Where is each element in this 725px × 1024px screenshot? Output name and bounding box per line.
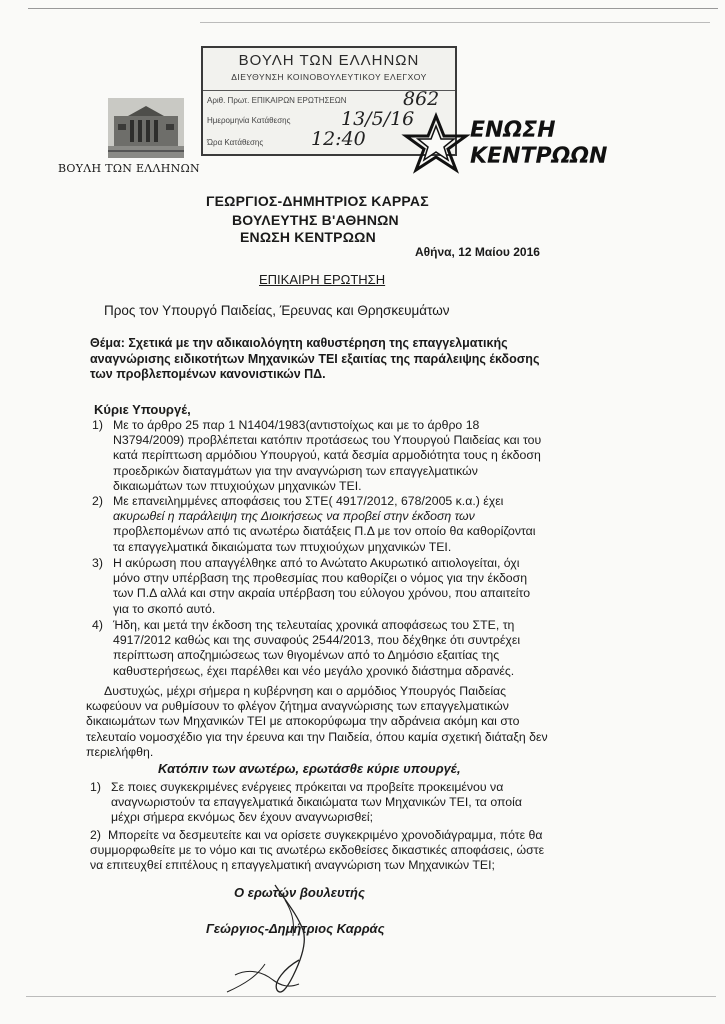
stamp-line-3-value: 12:40: [311, 128, 366, 150]
party-logo-line-1: ΕΝΩΣΗ: [470, 118, 556, 143]
question-item: [90, 828, 590, 874]
author-name: ΓΕΩΡΓΙΟΣ-ΔΗΜΗΤΡΙΟΣ ΚΑΡΡΑΣ: [206, 193, 429, 209]
signature-name: Γεώργιος-Δημήτριος Καρράς: [206, 921, 385, 936]
closing-paragraph: [86, 684, 592, 760]
author-role: ΒΟΥΛΕΥΤΗΣ Β'ΑΘΗΝΩΝ: [232, 212, 399, 228]
item-line: Η ακύρωση που απαγγέλθηκε από το Ανώτατο Ακυρωτικό αιτιολογείται, όχι: [113, 556, 520, 570]
stamp-line-2: [207, 116, 290, 125]
item-line: Ν3794/2009) προβλέπεται κατόπιν προτάσεως του Υπουργού Παιδείας και του: [113, 433, 542, 448]
document-date: Αθήνα, 12 Μαίου 2016: [415, 245, 540, 259]
item-line: περίπτωση αποζημιώσεως των θιγομένων από το Δημόσιο εξαιτίας της: [113, 648, 500, 663]
document-heading: ΕΠΙΚΑΙΡΗ ΕΡΩΤΗΣΗ: [259, 272, 386, 287]
scan-line: [200, 22, 710, 23]
item-line: προεδρικών διαταγμάτων για την αναγνώριση των επαγγελματικών: [113, 463, 478, 478]
item-line: τα επαγγελματικά δικαιώματα των πτυχιούχων μηχανικών ΤΕΙ.: [113, 539, 452, 554]
parliament-building-icon: [108, 98, 184, 158]
scan-border: [28, 8, 718, 9]
question-line: αναγνωριστούν τα επαγγελματικά δικαιώματα των Μηχανικών ΤΕΙ, τα οποία: [111, 795, 522, 810]
item-line: προβλεπομένων από τις ανωτέρω διατάξεις Π.Δ με τον οποίο θα καθορίζονται: [113, 524, 536, 539]
item-number: 1): [92, 418, 103, 432]
question-number: 1): [90, 780, 101, 794]
question-line: Σε ποιες συγκεκριμένες ενέργειες πρόκειται να προβείτε προκειμένου να: [111, 780, 504, 794]
list-item: [92, 494, 588, 555]
subject-label: Θέμα:: [90, 336, 125, 350]
list-item: [92, 618, 588, 679]
question-line: συμμορφωθείτε με το νόμο και τις ανωτέρω εκδοθείσες δικαστικές αποφάσεις, ώστε: [90, 843, 545, 858]
item-line: για το σκοπό αυτό.: [113, 601, 216, 616]
question-line: να επιτευχθεί επιτέλους η επαγγελματική αναγνώριση των Μηχανικών ΤΕΙ;: [90, 858, 495, 873]
party-logo-line-2: ΚΕΝΤΡΩΩΝ: [470, 144, 608, 169]
list-item: [92, 556, 588, 617]
stamp-title: ΒΟΥΛΗ ΤΩΝ ΕΛΛΗΝΩΝ: [238, 52, 420, 69]
parliament-name: ΒΟΥΛΗ ΤΩΝ ΕΛΛΗΝΩΝ: [58, 162, 200, 175]
handwritten-signature: [215, 880, 355, 1000]
item-line: κατά περίπτωση αρμόδιου Υπουργού, κατά δεσμία αρμοδιότητα τους η έκδοση: [113, 448, 541, 463]
paragraph-line: κωφεύουν να ρυθμίσουν το φλέγον ζήτημα αναγνώρισης των επαγγελματικών: [86, 699, 509, 714]
stamp-line-2-label: Ημερομηνία Κατάθεσης: [207, 116, 291, 125]
stamp-line-3: [207, 138, 263, 147]
subject-line-3: των προβλεπομένων κανονιστικών ΠΔ.: [90, 367, 326, 381]
question-item: [90, 780, 590, 826]
paragraph-line: τελευταίο νομοσχέδιο για την έρευνα και την Παιδεία, όπου καμία σχετική διάταξη δεν: [86, 729, 548, 744]
stamp-line-3-label: Ώρα Κατάθεσης: [207, 138, 264, 147]
question-number: 2): [90, 828, 101, 842]
scan-border-bottom: [26, 996, 716, 997]
questions-intro: Κατόπιν των ανωτέρω, ερωτάσθε κύριε υπουργέ,: [158, 761, 461, 776]
signature-title: Ο ερωτών βουλευτής: [234, 885, 365, 900]
item-number: 4): [92, 618, 103, 632]
question-line: Μπορείτε να δεσμευτείτε και να ορίσετε συγκεκριμένο χρονοδιάγραμμα, πότε θα: [108, 828, 543, 842]
item-number: 2): [92, 494, 103, 508]
stamp-line-1-value: 862: [403, 88, 440, 110]
paragraph-line: δικαιωμάτων των Μηχανικών ΤΕΙ με αποκορύφωμα την αδράνεια ακόμη και στο: [86, 714, 520, 729]
stamp-subtitle: ΔΙΕΥΘΥΝΣΗ ΚΟΙΝΟΒΟΥΛΕΥΤΙΚΟΥ ΕΛΕΓΧΟΥ: [231, 72, 427, 82]
stamp-line-2-value: 13/5/16: [341, 108, 415, 130]
subject-line-2: αναγνώρισης ειδικοτήτων Μηχανικών ΤΕΙ εξαιτίας της παράλειψης έκδοσης: [90, 351, 540, 366]
item-number: 3): [92, 556, 103, 570]
item-line: καθυστερήσεως, έχει παρέλθει και νέο μεγάλο χρονικό διάστημα αδρανές.: [113, 663, 515, 678]
item-line: των Π.Δ αλλά και στην ακραία υπέρβαση του εύλογου χρόνου, που απαιτείτο: [113, 586, 531, 601]
question-line: μέχρι σήμερα εκνόμως δεν έχουν αναγνωρισθεί;: [111, 810, 374, 825]
item-line: Με το άρθρο 25 παρ 1 Ν1404/1983(αντιστοίχως και με το άρθρο 18: [113, 418, 480, 432]
recipient: Προς τον Υπουργό Παιδείας, Έρευνας και Θρησκευμάτων: [104, 303, 450, 318]
item-line: δικαιωμάτων των πτυχιούχων μηχανικών ΤΕΙ.: [113, 478, 362, 493]
star-icon: [396, 112, 476, 174]
author-party: ΕΝΩΣΗ ΚΕΝΤΡΩΩΝ: [240, 229, 376, 245]
paragraph-line: Δυστυχώς, μέχρι σήμερα η κυβέρνηση και ο αρμόδιος Υπουργός Παιδείας: [104, 684, 507, 698]
salutation: Κύριε Υπουργέ,: [94, 402, 191, 417]
item-line: ακυρωθεί η παράλειψη της Διοικήσεως να προβεί στην έκδοση των: [113, 509, 475, 524]
list-item: [92, 418, 588, 494]
subject-line-1: [90, 336, 590, 352]
subject-block: [90, 336, 590, 383]
item-line: μόνο στην υπέρβαση της προθεσμίας που καθορίζει ο νόμος για την έκδοση: [113, 571, 528, 586]
stamp-line-1: [207, 96, 347, 105]
item-line: Ήδη, και μετά την έκδοση της τελευταίας χρονικά αποφάσεως του ΣΤΕ, τη: [113, 618, 515, 632]
stamp-line-1-label: Αριθ. Πρωτ. ΕΠΙΚΑΙΡΩΝ ΕΡΩΤΗΣΕΩΝ: [207, 96, 347, 105]
paragraph-line: περιελήφθη.: [86, 744, 154, 759]
item-line: 4917/2012 καθώς και της συναφούς 2544/2013, που δέχθηκε ότι συντρέχει: [113, 633, 521, 648]
item-line: Με επανειλημμένες αποφάσεις του ΣΤΕ( 4917/2012, 678/2005 κ.α.) έχει: [113, 494, 504, 508]
subject-text-1: Σχετικά με την αδικαιολόγητη καθυστέρηση της επαγγελματικής: [128, 336, 508, 350]
